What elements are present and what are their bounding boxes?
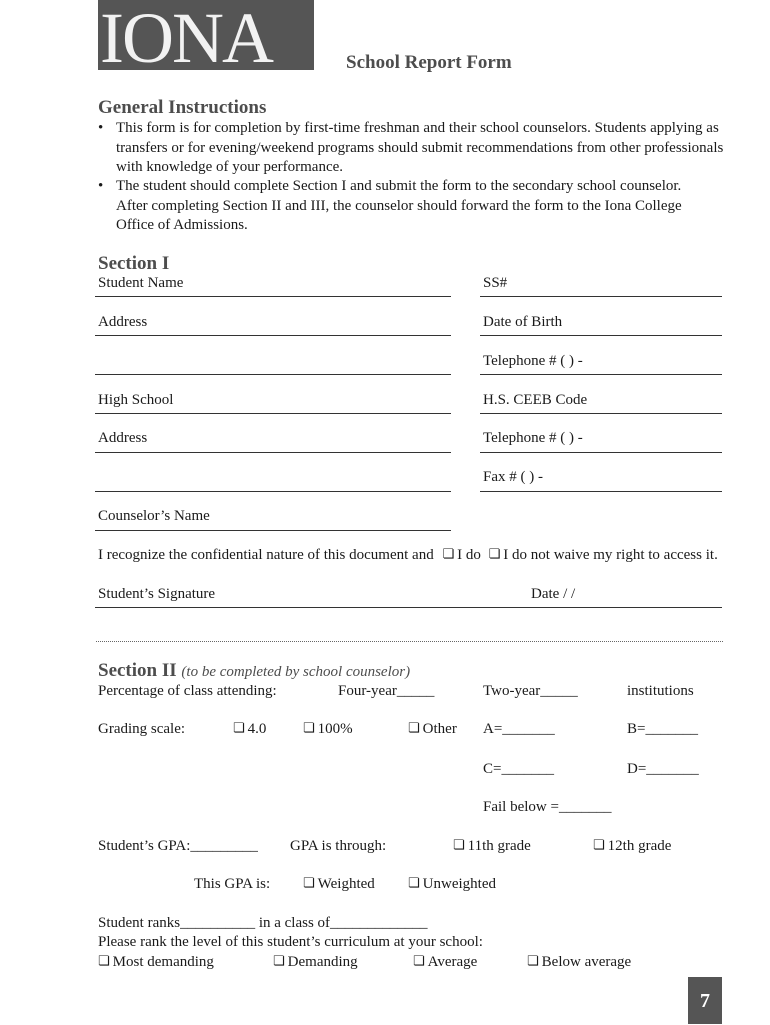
grading-scale-label: Grading scale: xyxy=(98,721,186,737)
checkbox-icon: ❏ xyxy=(273,954,285,969)
class-attending-label: Percentage of class attending: xyxy=(98,683,277,699)
grading-option-100[interactable] xyxy=(303,720,353,740)
most-demanding-option[interactable] xyxy=(98,953,214,973)
fail-below-field[interactable]: Fail below =_______ xyxy=(483,799,612,815)
instruction-line: Office of Admissions. xyxy=(116,217,248,233)
instruction-line: with knowledge of your performance. xyxy=(116,159,344,175)
counselor-name-label: Counselor’s Name xyxy=(98,508,210,524)
address-field[interactable] xyxy=(95,335,451,336)
section1-heading: Section I xyxy=(98,253,170,274)
checkbox-icon: ❏ xyxy=(453,838,465,853)
dob-label: Date of Birth xyxy=(483,314,563,330)
checkbox-icon: ❏ xyxy=(408,876,420,891)
two-year-field[interactable]: Two-year_____ xyxy=(483,683,578,699)
form-title: School Report Form xyxy=(346,52,512,73)
i-do-checkbox[interactable]: ❏ xyxy=(442,547,455,562)
average-option[interactable] xyxy=(413,953,477,973)
gpa-is-label: This GPA is: xyxy=(194,876,271,892)
weighted-option[interactable] xyxy=(303,875,375,895)
date-label: Date / / xyxy=(531,586,576,602)
option-label: Most demanding xyxy=(112,954,214,970)
iona-logo: IONA xyxy=(98,0,314,70)
fax-field[interactable] xyxy=(480,491,722,492)
checkbox-icon: ❏ xyxy=(303,876,315,891)
school-telephone-label: Telephone # ( ) - xyxy=(483,430,583,446)
section-divider xyxy=(96,641,723,642)
high-school-field[interactable] xyxy=(95,413,451,414)
bullet-marker: • xyxy=(98,120,104,136)
i-do-not-label: I do not waive my right to access it. xyxy=(503,547,718,563)
option-label: Unweighted xyxy=(422,876,496,892)
gpa-field[interactable]: Student’s GPA:_________ xyxy=(98,838,258,854)
option-label: Average xyxy=(427,954,478,970)
ceeb-field[interactable] xyxy=(480,413,722,414)
checkbox-icon: ❏ xyxy=(527,954,539,969)
bullet-marker: • xyxy=(98,178,104,194)
option-label: Below average xyxy=(541,954,632,970)
ceeb-label: H.S. CEEB Code xyxy=(483,392,588,408)
fax-label: Fax # ( ) - xyxy=(483,469,543,485)
dob-field[interactable] xyxy=(480,335,722,336)
class-rank-field[interactable]: Student ranks__________ in a class of_____________ xyxy=(98,915,428,931)
instruction-line: This form is for completion by first-time freshman and their school counselors. Students applying as xyxy=(116,120,719,136)
checkbox-icon: ❏ xyxy=(303,721,315,736)
school-telephone-field[interactable] xyxy=(480,452,722,453)
c-grade-field[interactable]: C=_______ xyxy=(483,761,554,777)
waiver-text: I recognize the confidential nature of this document and xyxy=(98,547,434,563)
school-address-label: Address xyxy=(98,430,148,446)
option-label: 4.0 xyxy=(247,721,267,737)
gpa-through-label: GPA is through: xyxy=(290,838,387,854)
checkbox-icon: ❏ xyxy=(593,838,605,853)
counselor-name-field[interactable] xyxy=(95,530,451,531)
option-label: Other xyxy=(422,721,457,737)
option-label: Weighted xyxy=(317,876,375,892)
grade12-option[interactable] xyxy=(593,837,671,857)
a-grade-field[interactable]: A=_______ xyxy=(483,721,555,737)
option-label: Demanding xyxy=(287,954,358,970)
high-school-label: High School xyxy=(98,392,174,408)
four-year-field[interactable]: Four-year_____ xyxy=(338,683,435,699)
address-line2-field[interactable] xyxy=(95,374,451,375)
i-do-not-checkbox[interactable]: ❏ xyxy=(488,547,501,562)
signature-label: Student’s Signature xyxy=(98,586,216,602)
instruction-line: The student should complete Section I and submit the form to the secondary school counselor. xyxy=(116,178,682,194)
curriculum-question: Please rank the level of this student’s curriculum at your school: xyxy=(98,934,483,950)
ss-field[interactable] xyxy=(480,296,722,297)
grading-option-4-0[interactable] xyxy=(233,720,266,740)
student-name-label: Student Name xyxy=(98,275,184,291)
instruction-line: After completing Section II and III, the counselor should forward the form to the Iona College xyxy=(116,197,682,214)
school-address-field[interactable] xyxy=(95,452,451,453)
address-label: Address xyxy=(98,314,148,330)
d-grade-field[interactable]: D=_______ xyxy=(627,761,699,777)
unweighted-option[interactable] xyxy=(408,875,496,895)
instruction-line: transfers or for evening/weekend programs should submit recommendations from other professionals xyxy=(116,139,724,156)
grade11-option[interactable] xyxy=(453,837,531,857)
checkbox-icon: ❏ xyxy=(98,954,110,969)
telephone-label: Telephone # ( ) - xyxy=(483,353,583,369)
below-average-option[interactable] xyxy=(527,953,631,973)
option-label: 12th grade xyxy=(607,838,672,854)
school-address-line2-field[interactable] xyxy=(95,491,451,492)
waiver-statement xyxy=(98,546,718,566)
student-name-field[interactable] xyxy=(95,296,451,297)
option-label: 100% xyxy=(317,721,353,737)
checkbox-icon: ❏ xyxy=(413,954,425,969)
checkbox-icon: ❏ xyxy=(233,721,245,736)
i-do-label: I do xyxy=(457,547,481,563)
institutions-label: institutions xyxy=(627,683,694,699)
ss-label: SS# xyxy=(483,275,508,291)
page-number: 7 xyxy=(688,977,722,1024)
grading-option-other[interactable] xyxy=(408,720,457,740)
option-label: 11th grade xyxy=(467,838,531,854)
checkbox-icon: ❏ xyxy=(408,721,420,736)
signature-field[interactable] xyxy=(95,607,722,608)
section2-title: Section II xyxy=(98,660,177,681)
section2-heading xyxy=(98,660,410,682)
telephone-field[interactable] xyxy=(480,374,722,375)
section2-subtitle: (to be completed by school counselor) xyxy=(181,664,411,680)
instructions-heading: General Instructions xyxy=(98,97,267,118)
b-grade-field[interactable]: B=_______ xyxy=(627,721,698,737)
demanding-option[interactable] xyxy=(273,953,358,973)
